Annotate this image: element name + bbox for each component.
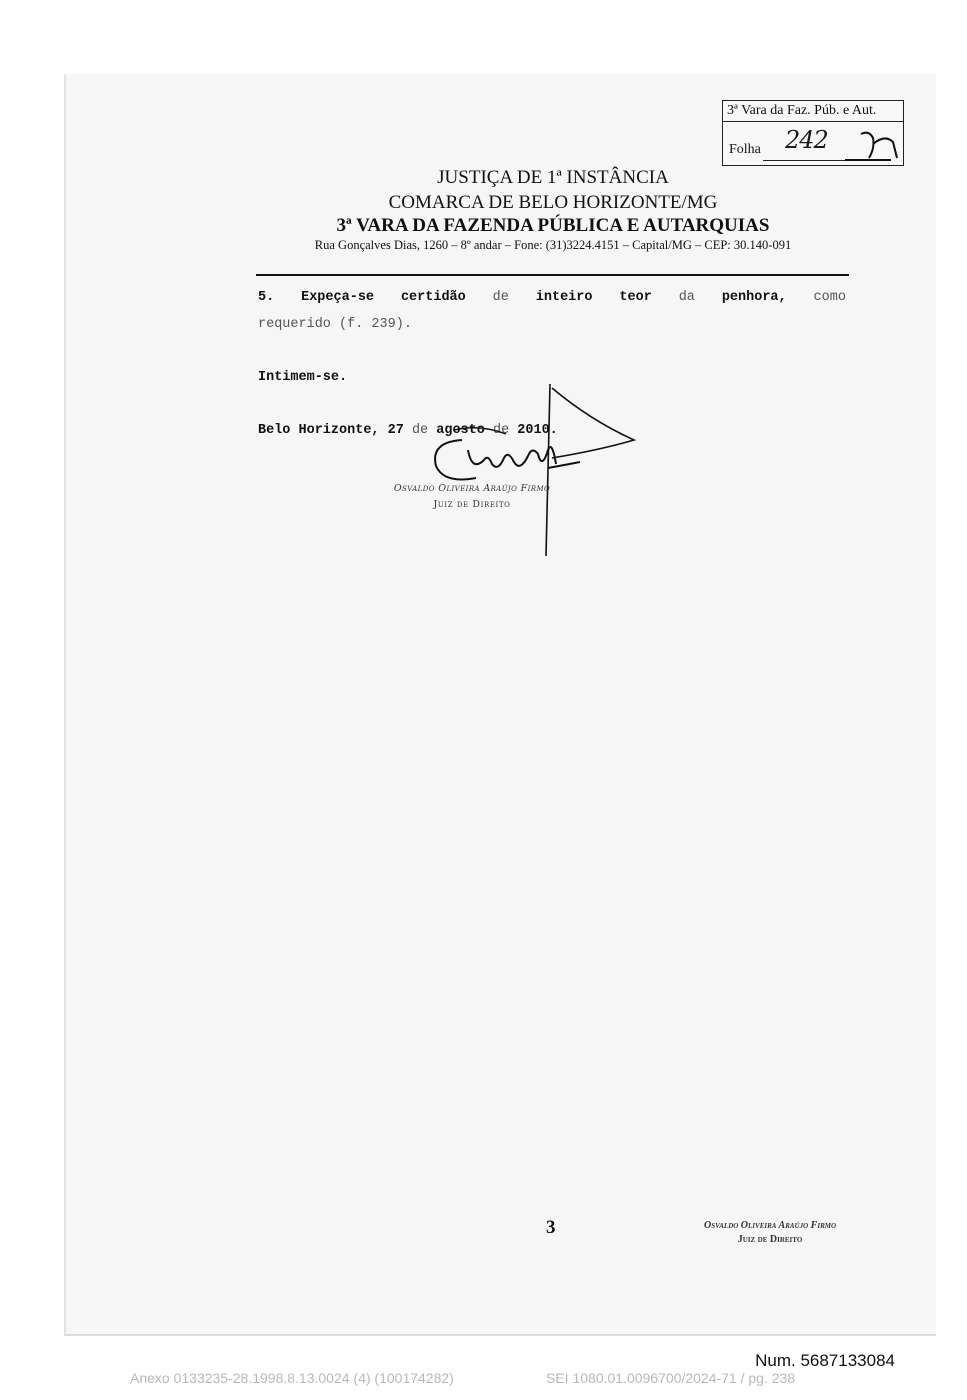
- date-word: de: [492, 423, 510, 438]
- judge-signature: [420, 380, 650, 560]
- scanned-page: [64, 74, 936, 1336]
- anexo-reference: Anexo 0133235-28.1998.8.13.0024 (4) (100174282): [130, 1370, 454, 1386]
- folha-label: Folha: [729, 142, 761, 157]
- footer-judge-title: Juiz de Direito: [737, 1234, 803, 1245]
- folha-stamp: [722, 100, 904, 166]
- folha-number: 242: [785, 126, 828, 154]
- header-line-2: COMARCA DE BELO HORIZONTE/MG: [388, 192, 718, 213]
- header-line-3: 3ª VARA DA FAZENDA PÚBLICA E AUTARQUIAS: [336, 215, 770, 236]
- date-word: de: [411, 423, 429, 438]
- sei-reference: SEI 1080.01.0096700/2024-71 / pg. 238: [546, 1370, 796, 1386]
- paragraph-5-continuation: requerido (f. 239).: [258, 317, 412, 332]
- stamp-court: 3ª Vara da Faz. Púb. e Aut.: [723, 101, 903, 122]
- word: de: [492, 290, 509, 305]
- word: certidão: [400, 290, 466, 305]
- header-address: Rua Gonçalves Dias, 1260 – 8º andar – Fone: (31)3224.4151 – Capital/MG – CEP: 30.140-091: [314, 238, 792, 252]
- item-number: 5.: [258, 290, 275, 305]
- judge-name: Osvaldo Oliveira Araújo Firmo: [393, 483, 551, 494]
- judge-title: Juiz de Direito: [433, 499, 511, 510]
- header-line-1: JUSTIÇA DE 1ª INSTÂNCIA: [437, 167, 669, 188]
- intimem-line: Intimem-se.: [258, 370, 348, 385]
- word: teor: [619, 290, 652, 305]
- scan-edge: [64, 1334, 936, 1336]
- page-number: 3: [546, 1217, 556, 1238]
- scan-edge: [64, 74, 66, 1336]
- document-num: Num. 5687133084: [755, 1351, 895, 1370]
- footer-judge-name: Osvaldo Oliveira Araújo Firmo: [703, 1220, 837, 1231]
- date-place: Belo Horizonte, 27: [258, 423, 404, 438]
- folha-line: [763, 160, 851, 161]
- header-rule: [256, 274, 849, 276]
- word: como: [813, 290, 846, 305]
- date-year: 2010.: [517, 423, 558, 438]
- date-month: agosto: [436, 423, 485, 438]
- word: inteiro: [535, 290, 593, 305]
- word: penhora,: [721, 290, 787, 305]
- word: Expeça-se: [301, 290, 375, 305]
- word: da: [678, 290, 695, 305]
- stamp-initials: [839, 124, 905, 166]
- paragraph-5: [258, 290, 846, 305]
